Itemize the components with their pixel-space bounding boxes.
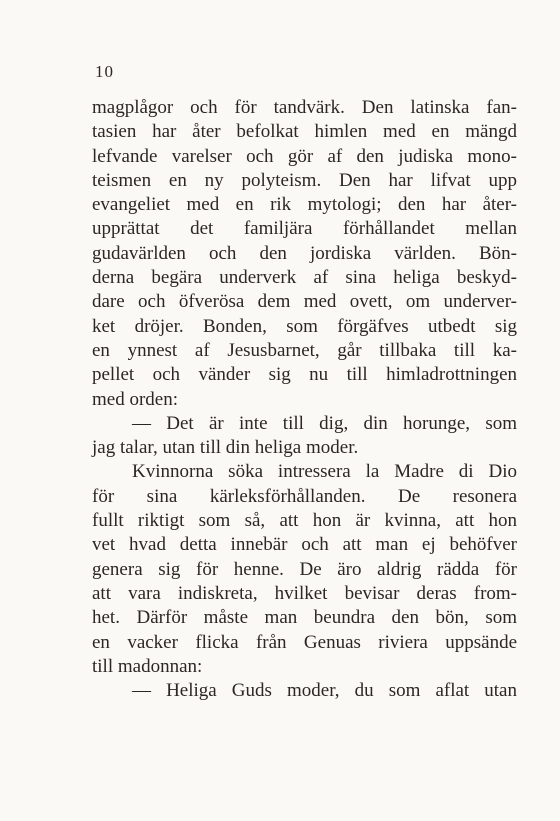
text-line: vet hvad detta innebär och att man ej behöfver bbox=[92, 534, 517, 556]
page-number: 10 bbox=[95, 62, 114, 81]
text-line: — Det är inte till dig, din horunge, som bbox=[132, 412, 517, 434]
text-line: ket dröjer. Bonden, som förgäfves utbedt sig bbox=[92, 315, 517, 337]
text-line: derna begära underverk af sina heliga beskyd- bbox=[92, 267, 517, 289]
text-line: att vara indiskreta, hvilket bevisar deras from- bbox=[92, 582, 517, 604]
text-line: lefvande varelser och gör af den judiska mono- bbox=[92, 145, 517, 167]
body-text bbox=[92, 96, 517, 703]
text-line: gudavärlden och den jordiska världen. Bön- bbox=[92, 242, 517, 264]
text-line: — Heliga Guds moder, du som aflat utan bbox=[132, 680, 517, 702]
text-line: genera sig för henne. De äro aldrig rädda för bbox=[92, 558, 517, 580]
text-line: teismen en ny polyteism. Den har lifvat upp bbox=[92, 169, 517, 191]
text-line: med orden: bbox=[92, 388, 179, 410]
text-line: magplågor och för tandvärk. Den latinska fan- bbox=[92, 97, 517, 118]
text-line: Kvinnorna söka intressera la Madre di Dio bbox=[132, 461, 517, 483]
text-line: en vacker flicka från Genuas riviera uppsände bbox=[92, 631, 517, 653]
text-line: dare och öfverösa dem med ovett, om underver- bbox=[92, 291, 517, 313]
text-line: till madonnan: bbox=[92, 655, 203, 677]
text-line: tasien har åter befolkat himlen med en mängd bbox=[92, 121, 517, 143]
text-line: en ynnest af Jesusbarnet, går tillbaka till ka- bbox=[92, 339, 517, 361]
text-line: evangeliet med en rik mytologi; den har åter- bbox=[92, 194, 517, 216]
text-line: upprättat det familjära förhållandet mellan bbox=[92, 218, 517, 240]
text-line: pellet och vänder sig nu till himladrottningen bbox=[92, 364, 517, 386]
text-line: fullt riktigt som så, att hon är kvinna, att hon bbox=[92, 510, 517, 532]
text-line: för sina kärleksförhållanden. De resonera bbox=[92, 485, 517, 507]
text-line: jag talar, utan till din heliga moder. bbox=[92, 437, 359, 459]
text-line: het. Därför måste man beundra den bön, som bbox=[92, 607, 517, 629]
